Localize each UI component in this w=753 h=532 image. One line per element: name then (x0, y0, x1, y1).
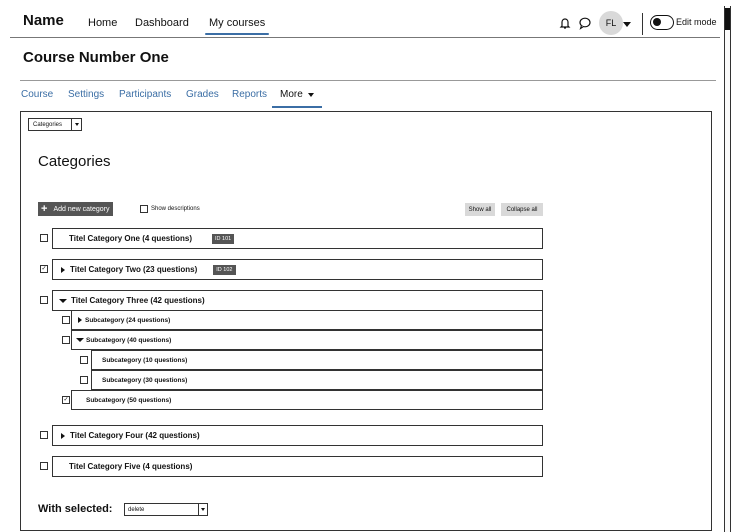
edit-mode-toggle[interactable] (650, 15, 674, 30)
nav-divider (642, 13, 643, 35)
category-label: Titel Category Two (23 questions) (70, 265, 198, 274)
tab-more[interactable] (280, 89, 314, 100)
category-checkbox[interactable]: ✓ (41, 266, 47, 272)
site-name[interactable]: Name (23, 12, 64, 29)
nav-home[interactable]: Home (88, 17, 118, 29)
page-scrollbar[interactable] (724, 6, 731, 532)
course-title: Course Number One (23, 49, 169, 66)
show-descriptions-label: Show descriptions (151, 206, 200, 212)
user-avatar[interactable]: FL (599, 11, 623, 35)
category-row[interactable] (52, 228, 543, 249)
category-row[interactable] (52, 259, 543, 280)
category-row[interactable] (52, 425, 543, 446)
category-checkbox[interactable] (40, 296, 48, 304)
show-all-button[interactable]: Show all (465, 203, 495, 216)
expand-icon[interactable] (61, 433, 65, 439)
subcategory-checkbox[interactable] (80, 376, 88, 384)
expand-icon[interactable] (61, 267, 65, 273)
category-checkbox[interactable] (40, 462, 48, 470)
subcategory-checkbox[interactable] (62, 336, 70, 344)
subcategory-checkbox[interactable]: ✓ (63, 397, 69, 403)
tab-settings[interactable]: Settings (68, 89, 105, 100)
show-descriptions-checkbox[interactable] (140, 205, 148, 213)
expand-icon[interactable] (78, 317, 82, 323)
category-label: Titel Category Four (42 questions) (70, 431, 200, 440)
nav-active-indicator (205, 33, 269, 35)
nav-my-courses[interactable] (209, 17, 265, 29)
collapse-icon[interactable] (59, 299, 67, 303)
nav-dashboard[interactable]: Dashboard (135, 17, 189, 29)
scrollbar-thumb[interactable] (725, 8, 730, 30)
more-caret-icon (308, 93, 314, 97)
chat-icon[interactable] (578, 16, 592, 30)
subcategory-label: Subcategory (50 questions) (86, 396, 172, 404)
nav-my-courses-label: My courses (209, 17, 266, 29)
collapse-icon[interactable] (76, 338, 84, 342)
tab-reports[interactable]: Reports (232, 89, 268, 100)
category-label: Titel Category Five (4 questions) (69, 462, 193, 471)
bell-icon[interactable] (558, 16, 572, 30)
subcategory-label: Subcategory (30 questions) (102, 376, 188, 384)
course-title-divider (20, 80, 716, 81)
header-divider (10, 37, 720, 38)
add-category-label: Add new category (53, 205, 110, 213)
subcategory-row[interactable] (71, 390, 543, 410)
subcategory-label: Subcategory (10 questions) (102, 356, 188, 364)
add-category-button[interactable] (38, 202, 113, 216)
selector-caret-icon[interactable] (71, 119, 81, 130)
page-title: Categories (38, 153, 111, 170)
category-label: Titel Category One (4 questions) (69, 234, 192, 243)
subcategory-row[interactable] (91, 350, 543, 370)
category-checkbox[interactable] (40, 234, 48, 242)
subcategory-row[interactable] (91, 370, 543, 390)
category-id-badge: ID 102 (213, 265, 235, 275)
collapse-all-button[interactable]: Collapse all (501, 203, 543, 216)
subcategory-label: Subcategory (40 questions) (86, 336, 172, 344)
tab-participants[interactable]: Participants (119, 89, 172, 100)
with-selected-label: With selected: (38, 503, 113, 515)
category-row[interactable] (52, 456, 543, 477)
show-descriptions-option[interactable] (140, 205, 200, 213)
tab-active-indicator (272, 106, 322, 108)
subcategory-checkbox[interactable] (62, 316, 70, 324)
page-selector[interactable] (28, 118, 82, 131)
page-selector-value: Categories (33, 121, 63, 128)
subcategory-label: Subcategory (24 questions) (85, 316, 171, 324)
tab-course[interactable]: Course (21, 89, 54, 100)
tab-grades[interactable]: Grades (186, 89, 219, 100)
category-checkbox[interactable] (40, 431, 48, 439)
bulk-action-select[interactable] (124, 503, 208, 516)
plus-icon: + (41, 202, 48, 215)
bulk-action-value: delete (128, 506, 145, 513)
subcategory-row[interactable] (71, 310, 543, 330)
select-caret-icon[interactable] (198, 504, 207, 515)
subcategory-checkbox[interactable] (80, 356, 88, 364)
category-label: Titel Category Three (42 questions) (71, 296, 205, 305)
edit-mode-label: Edit mode (676, 17, 717, 27)
category-row[interactable] (52, 290, 543, 311)
user-menu-caret-icon[interactable] (623, 22, 631, 27)
category-id-badge: ID 101 (212, 234, 234, 244)
tab-more-label: More (280, 89, 303, 100)
subcategory-row[interactable] (71, 330, 543, 350)
